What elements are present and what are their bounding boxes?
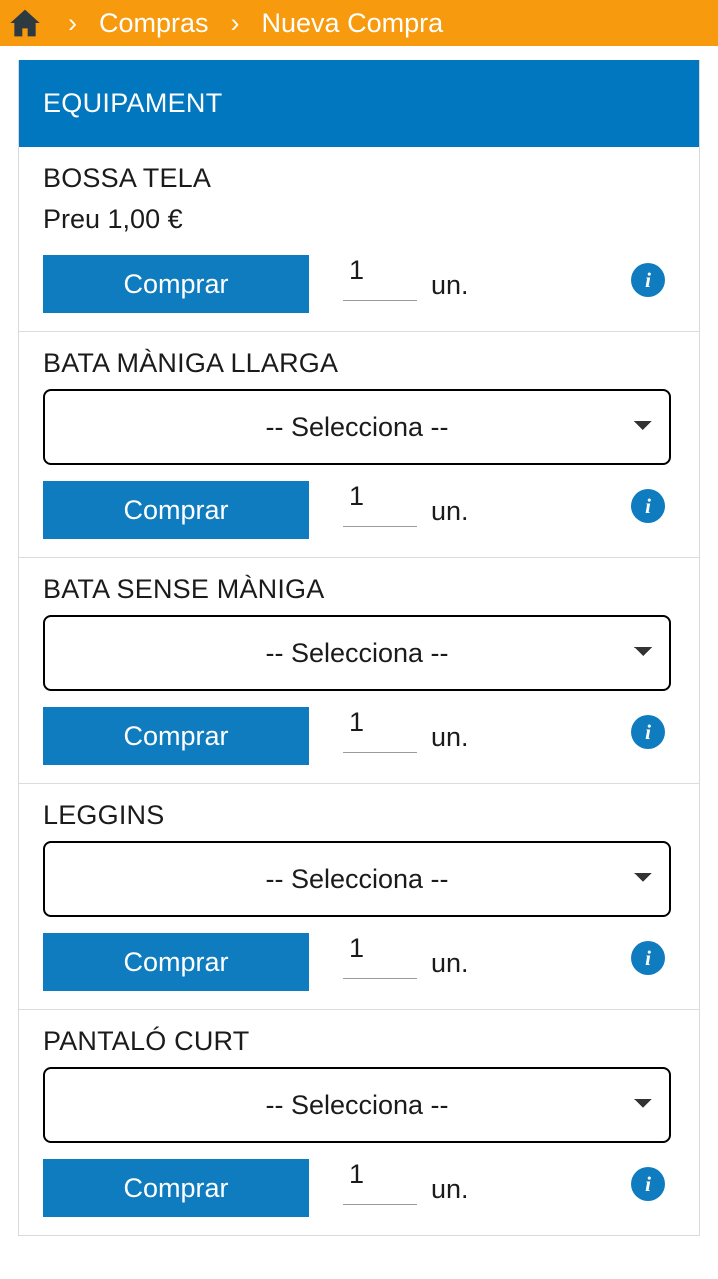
info-icon[interactable]: i	[631, 489, 665, 523]
breadcrumb-separator-2: ›	[230, 7, 240, 38]
home-icon[interactable]	[4, 2, 46, 44]
purchase-row	[19, 695, 699, 769]
size-select[interactable]	[43, 1067, 671, 1143]
quantity-group	[343, 1159, 631, 1205]
quantity-unit-label: un.	[431, 270, 469, 300]
info-icon[interactable]: i	[631, 941, 665, 975]
info-icon[interactable]: i	[631, 263, 665, 297]
buy-button[interactable]: Comprar	[43, 707, 309, 765]
product-name: BATA MÀNIGA LLARGA	[43, 348, 339, 378]
equipment-card	[18, 60, 700, 1236]
quantity-group	[343, 933, 631, 979]
product-name: BATA SENSE MÀNIGA	[43, 574, 325, 604]
quantity-unit-label: un.	[431, 1174, 469, 1204]
quantity-input[interactable]	[343, 933, 417, 979]
quantity-group	[343, 255, 631, 301]
purchase-row	[19, 243, 699, 317]
quantity-input[interactable]	[343, 481, 417, 527]
size-select[interactable]	[43, 615, 671, 691]
quantity-input[interactable]	[343, 255, 417, 301]
product-item	[19, 558, 699, 784]
buy-button[interactable]: Comprar	[43, 1159, 309, 1217]
buy-button[interactable]: Comprar	[43, 933, 309, 991]
breadcrumb-item-nueva-compra[interactable]: Nueva Compra	[261, 7, 444, 38]
info-icon[interactable]: i	[631, 1167, 665, 1201]
product-item	[19, 784, 699, 1010]
buy-button[interactable]: Comprar	[43, 481, 309, 539]
quantity-group	[343, 707, 631, 753]
size-select-row	[19, 835, 699, 921]
quantity-unit-label: un.	[431, 948, 469, 978]
quantity-unit-label: un.	[431, 496, 469, 526]
size-select[interactable]	[43, 841, 671, 917]
quantity-input[interactable]	[343, 1159, 417, 1205]
product-name: BOSSA TELA	[43, 163, 212, 193]
breadcrumb-item-compras[interactable]: Compras	[99, 7, 209, 38]
size-select-row	[19, 609, 699, 695]
breadcrumb	[0, 0, 718, 46]
breadcrumb-separator-1: ›	[68, 7, 77, 38]
product-item	[19, 332, 699, 558]
quantity-unit-label: un.	[431, 722, 469, 752]
size-select[interactable]	[43, 389, 671, 465]
size-select-row	[19, 383, 699, 469]
purchase-row	[19, 921, 699, 995]
info-icon[interactable]: i	[631, 715, 665, 749]
card-header-title: EQUIPAMENT	[19, 60, 699, 147]
purchase-row	[19, 1147, 699, 1221]
buy-button[interactable]: Comprar	[43, 255, 309, 313]
product-name: LEGGINS	[43, 800, 165, 830]
product-name: PANTALÓ CURT	[43, 1026, 250, 1056]
purchase-row	[19, 469, 699, 543]
product-item	[19, 147, 699, 332]
product-price: Preu 1,00 €	[43, 204, 183, 234]
quantity-input[interactable]	[343, 707, 417, 753]
size-select-row	[19, 1061, 699, 1147]
product-item	[19, 1010, 699, 1235]
quantity-group	[343, 481, 631, 527]
